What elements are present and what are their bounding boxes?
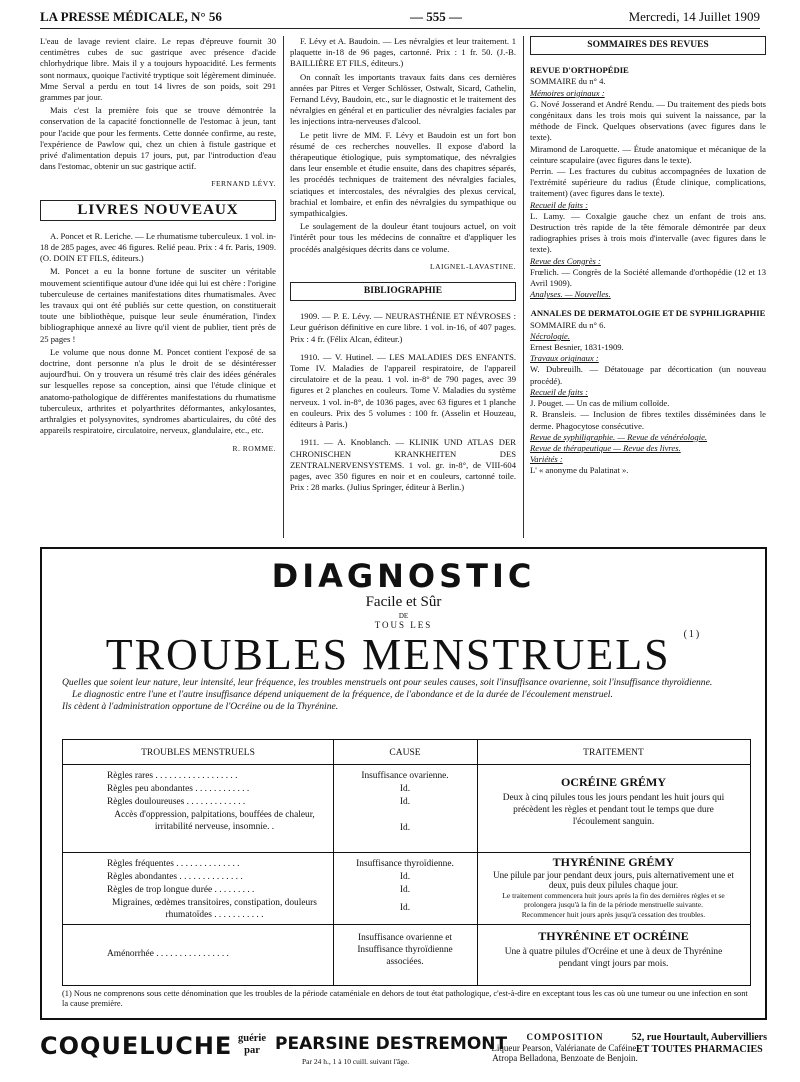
- summary-entry: L. Lamy. — Coxalgie gauche chez un enfant de trois ans. Destruction très rapide de la tête fémorale démontrée par deux radiographies prises à trois mois d'intervalle (avec figures dans le texte).: [530, 210, 766, 255]
- ad-subtitle: Facile et Sûr: [365, 594, 442, 610]
- section-title-bibliographie: BIBLIOGRAPHIE: [290, 282, 516, 301]
- article-paragraph: Mais c'est la première fois que se trouve démontrée la conservation de la capacité fonctionnelle de l'estomac à jeun, tant pour l'acide que pour les ferments. Cette donnée confirme, au reste, l'expérience de Pawlow qui, chez un chien à fistule gastrique et privé d'alimentation depuis 17 jours, put, par l'introduction d'eau dans l'estomac, obtenir un suc gastrique actif.: [40, 105, 276, 172]
- table-header: TROUBLES MENSTRUELS: [141, 748, 255, 758]
- ad-de: DE: [398, 612, 409, 620]
- cause: Id.: [399, 784, 411, 794]
- footer-par: par: [244, 1045, 260, 1056]
- footnote-marker: (1): [683, 629, 702, 640]
- symptom: Règles rares . . . . . . . . . . . . . . . . . .: [107, 771, 238, 781]
- summary-entry: R. Bransleis. — Inclusion de fibres textiles disséminées dans le derme. Phagocytose consécutive.: [530, 409, 766, 431]
- page-number: — 555 —: [410, 9, 462, 24]
- column-rule: [283, 36, 284, 538]
- footer-address: [632, 1032, 767, 1056]
- footer-composition: [480, 1032, 650, 1064]
- ad-title: DIAGNOSTIC: [271, 557, 536, 595]
- summary-entry: Frœlich. — Congrès de la Société allemande d'orthopédie (12 et 13 Avril 1909).: [530, 266, 766, 289]
- issue-date: Mercredi, 14 Juillet 1909: [628, 9, 760, 24]
- rubric: Analyses. — Nouvelles.: [530, 289, 611, 300]
- column-3: [530, 36, 766, 477]
- symptom: Règles fréquentes . . . . . . . . . . . . . .: [107, 859, 240, 869]
- cause: Id.: [399, 885, 411, 895]
- dosage-note: Le traitement commencera huit jours après la fin des dernières règles et se prolongera jusqu'à la fin de la période menstruelle suivante.: [502, 891, 725, 909]
- rubric: Nécrologie.: [530, 330, 571, 341]
- section-title-livres-nouveaux: LIVRES NOUVEAUX: [40, 200, 276, 221]
- journal-name: REVUE D'ORTHOPÉDIE: [530, 65, 629, 76]
- footer-composition-title: COMPOSITION: [526, 1032, 604, 1042]
- cause: Insuffisance ovarienne.: [361, 771, 449, 781]
- summary-entry: G. Nové Josserand et André Rendu. — Du traitement des pieds bots congénitaux dans les trois mois qui suivent la naissance, par la méthode de Finck. Quelques observations (avec figures dans le texte).: [530, 98, 766, 143]
- symptom: Migraines, œdèmes transitoires, constipation, douleurs rhumatoïdes . . . . . . . . . . .: [112, 898, 317, 920]
- product-name: OCRÉINE GRÉMY: [560, 775, 666, 789]
- section-title-sommaires: SOMMAIRES DES REVUES: [530, 36, 766, 55]
- issue-summary: SOMMAIRE du n° 4.: [530, 76, 606, 87]
- table-header: TRAITEMENT: [583, 748, 644, 758]
- summary-entry: Perrin. — Les fractures du cubitus accompagnées de luxation de l'extrémité supérieure du radius (Étude clinique, complications, traitement) (avec figures dans le texte).: [530, 166, 766, 199]
- rubric: Recueil de faits :: [530, 199, 588, 210]
- rubric: Variétés :: [530, 454, 563, 465]
- bibliography-entry: 1911. — A. Knoblanch. — KLINIK UND ATLAS DER CHRONISCHEN KRANKHEITEN DES ZENTRALNERVENSYSTEMS. 1 vol. gr. in-8°, de VIII-604 pages, avec 350 figures en noir et en couleurs, cartonné toile. Prix : 28 marks. (Julius Springer, éditeur à Berlin.): [290, 437, 516, 493]
- review-paragraph: M. Poncet a eu la bonne fortune de susciter un véritable mouvement scientifique autour d'une idée qui lui est chère : l'origine tuberculeuse de certaines manifestations dites rhumatismales. Avec les travaux qui ont été publiés sur cette question, on constituerait toute une bibliothèque, puisque leur seule énumération, l'index bibliographique annexé au livre qu'il vient de publier, tient près de 25 pages !: [40, 266, 276, 344]
- cause: Id.: [399, 872, 411, 882]
- review-paragraph: Le soulagement de la douleur étant toujours actuel, on voit l'intérêt pour tous les médecins de connaître et d'appliquer les procédés analgésiques décrits dans ce volume.: [290, 221, 516, 254]
- footer-address-line: ET TOUTES PHARMACIES: [636, 1044, 763, 1055]
- symptom: Règles douloureuses . . . . . . . . . . . . .: [107, 797, 246, 807]
- footer-coqueluche: COQUELUCHE: [40, 1032, 233, 1060]
- journal-title: LA PRESSE MÉDICALE, N° 56: [40, 9, 222, 24]
- summary-entry: Ernest Besnier, 1831-1909.: [530, 342, 624, 353]
- footer-composition-line: Atropa Belladona, Benzoate de Benjoin.: [492, 1053, 638, 1063]
- column-2: [290, 36, 516, 500]
- review-paragraph: Le petit livre de MM. F. Lévy et Baudoin est un fort bon résumé de ces recherches nouvelles. Il expose d'abord la thérapeutique étiologique, puis symptomatique, des névralgies dans leur ensemble et étudie ensuite, dans des chapitres séparés, les procédés techniques de traitement des névralgies faciales, sciatiques et intercostales, des névralgies des plexus cervical, brachial et lombaire, et enfin des névralgies du sympathique ou sympathicalgies.: [290, 129, 516, 219]
- ad-headline: TROUBLES MENSTRUELS $^{(1)}$: [105, 629, 702, 679]
- page-header: [40, 6, 760, 29]
- ad-intro-line: Le diagnostic entre l'une et l'autre insuffisance dépend uniquement de la fréquence, de l'abondance et de la durée de l'écoulement menstruel.: [72, 689, 613, 700]
- product-name: THYRÉNINE GRÉMY: [552, 855, 675, 869]
- author-signature: LAIGNEL-LAVASTINE.: [429, 261, 516, 271]
- book-entry: A. Poncet et R. Leriche. — Le rhumatisme tuberculeux. 1 vol. in-18 de 285 pages, avec 46 figures. Relié peau. Prix : 4 fr. Paris, 1909. (O. DOIN ET FILS, éditeurs.): [40, 230, 276, 264]
- bibliography-entry: 1910. — V. Hutinel. — LES MALADIES DES ENFANTS. Tome IV. Maladies de l'appareil respiratoire, de l'appareil circulatoire et de la peau. 1 vol. in-8° de 790 pages, avec 39 figures et 2 planches en couleurs. Tome V. Maladies du système nerveux. 1 vol. in-8°, de 1036 pages, avec 63 figures et 1 planche en couleurs. Prix des 5 volumes : 100 fr. (Asselin et Houzeau, éditeurs à Paris.): [290, 351, 516, 430]
- ad-intro: [62, 677, 752, 713]
- table-header: CAUSE: [389, 748, 421, 758]
- footer-guerie: guérie: [238, 1033, 266, 1044]
- symptom: Accès d'oppression, palpitations, bouffées de chaleur, irritabilité nerveuse, insomnie. .: [114, 810, 315, 832]
- symptom: Aménorrhée . . . . . . . . . . . . . . . .: [107, 949, 229, 959]
- column-rule: [523, 36, 524, 538]
- summary-entry: W. Dubreuilh. — Détatouage par décortication (un nouveau procédé).: [530, 364, 766, 386]
- book-entry: F. Lévy et A. Baudoin. — Les névralgies et leur traitement. 1 plaquette in-18 de 96 pages, cartonné. Prix : 1 fr. 50. (J.-B. BAILLIÈRE ET FILS, éditeurs.): [290, 36, 516, 69]
- dosage: Deux à cinq pilules tous les jours pendant les huit jours qui précèdent les règles et pendant tout le temps que dure l'écoulement sanguin.: [502, 793, 725, 827]
- rubric: Travaux originaux :: [530, 353, 599, 364]
- ad-intro-line: Quelles que soient leur nature, leur intensité, leur fréquence, les troubles menstruels ont pour seules causes, soit l'insuffisance ovarienne, soit l'insuffisance thyroïdienne.: [62, 677, 713, 688]
- footer-composition-line: Liqueur Pearson, Valérianate de Caféine.: [491, 1042, 639, 1053]
- rubric: Mémoires originaux :: [530, 87, 605, 98]
- symptom: Règles peu abondantes . . . . . . . . . . . .: [107, 784, 250, 794]
- ad-intro-line: Ils cèdent à l'administration opportune de l'Ocréine ou de la Thyrénine.: [62, 701, 339, 712]
- review-paragraph: Le volume que nous donne M. Poncet contient l'exposé de sa doctrine, dont personne n'a plus le droit de se désintéresser aujourd'hui. On y trouvera un résumé très clair des idées générales sur lesquelles repose sa conception, ainsi que l'étude clinique et anatomo-pathologique de différentes manifestations du rhumatisme tuberculeux, arthrites et polyarthrites déformantes, ankylosantes, arthralgies et polysynovites, syndromes abarticulaires, du côté des appareils respiratoire, circulatoire, nerveux, glandulaire, etc., etc.: [40, 346, 276, 436]
- summary-entry: L' « anonyme du Palatinat ».: [530, 465, 629, 476]
- ad-tous-les: TOUS LES: [374, 620, 433, 630]
- cause: Id.: [399, 823, 411, 833]
- review-paragraph: On connaît les importants travaux faits dans ces dernières années par Pitres et Verger Schlösser, Ostwalt, Sicard, Cathelin, Fernand Lévy, Baudoin, etc., sur le diagnostic et le traitement des névralgies en général et en particulier des névralgies faciales par les injections intra-nerveuses d'alcool.: [290, 71, 516, 127]
- author-signature: R. ROMME.: [232, 443, 276, 453]
- rubric: Revue de thérapeutique — Revue des livres.: [530, 442, 681, 453]
- cause: Insuffisance ovarienne et Insuffisance thyroïdienne associées.: [357, 933, 453, 967]
- column-1: [40, 36, 276, 454]
- rubric: Revue de syphiligraphie. — Revue de vénéréologie.: [530, 431, 708, 442]
- article-paragraph: L'eau de lavage revient claire. Le repas d'épreuve fournit 30 centimètres cubes de suc gastrique avec présence d'acide chlorhydrique libre. Mais il y a toujours hypoacidité. Les ferments sont normaux, quoique l'activité tryptique soit légèrement diminuée. Mme Serval a perdu en tout 14 livres de son poids, soit 291 grammes par jour.: [40, 36, 276, 103]
- journal-name: ANNALES DE DERMATOLOGIE ET DE SYPHILIGRAPHIE: [530, 308, 766, 319]
- product-name: THYRÉNINE ET OCRÉINE: [538, 929, 689, 943]
- author-signature: FERNAND LÉVY.: [211, 179, 276, 189]
- cause: Id.: [399, 903, 411, 913]
- summary-entry: J. Pouget. — Un cas de milium colloïde.: [530, 398, 670, 409]
- symptom: Règles abondantes . . . . . . . . . . . . . .: [107, 872, 243, 882]
- footer-product: PEARSINE DESTREMONT: [275, 1034, 508, 1054]
- footer-address-line: 52, rue Hourtault, Aubervilliers: [631, 1032, 767, 1043]
- symptom: Règles de trop longue durée . . . . . . . . .: [107, 885, 255, 895]
- issue-summary: SOMMAIRE du n° 6.: [530, 319, 606, 330]
- dosage: Une pilule par jour pendant deux jours, puis alternativement une et deux, puis deux pilules chaque jour.: [493, 870, 734, 890]
- ad-footnote: (1) Nous ne comprenons sous cette dénomination que les troubles de la période cataméniale en dehors de tout état pathologique, c'est-à-dire en exceptant tous les cas où une tumeur ou une infection en sont la cause première.: [62, 989, 748, 1008]
- rubric: Recueil de faits :: [530, 386, 588, 397]
- summary-entry: Miramond de Laroquette. — Étude anatomique et mécanique de la ceinture scapulaire (avec figures dans le texte).: [530, 143, 766, 165]
- footer-guerie-par: [238, 1033, 266, 1057]
- treatment-table: [62, 739, 751, 986]
- cause: Insuffisance thyroïdienne.: [356, 859, 454, 869]
- bibliography-list: [290, 311, 516, 493]
- dosage: Une à quatre pilules d'Ocréine et une à deux de Thyrénine pendant vingt jours par mois.: [504, 947, 723, 969]
- advertisement-troubles-menstruels: [40, 547, 767, 1020]
- cause: Id.: [399, 797, 411, 807]
- footer-dosage: Par 24 h., 1 à 10 cuill. suivant l'âge.: [302, 1057, 410, 1066]
- dosage-note: Recommencer huit jours après jusqu'à cessation des troubles.: [521, 910, 706, 919]
- bibliography-entry: 1909. — P. E. Lévy. — NEURASTHÉNIE ET NÉVROSES : Leur guérison définitive en cure libre. 1 vol. in-16, of 407 pages. Prix : 4 fr. (Félix Alcan, éditeur.): [290, 311, 516, 344]
- footer-advertisement: [40, 1028, 767, 1072]
- rubric: Revue des Congrès :: [530, 255, 601, 266]
